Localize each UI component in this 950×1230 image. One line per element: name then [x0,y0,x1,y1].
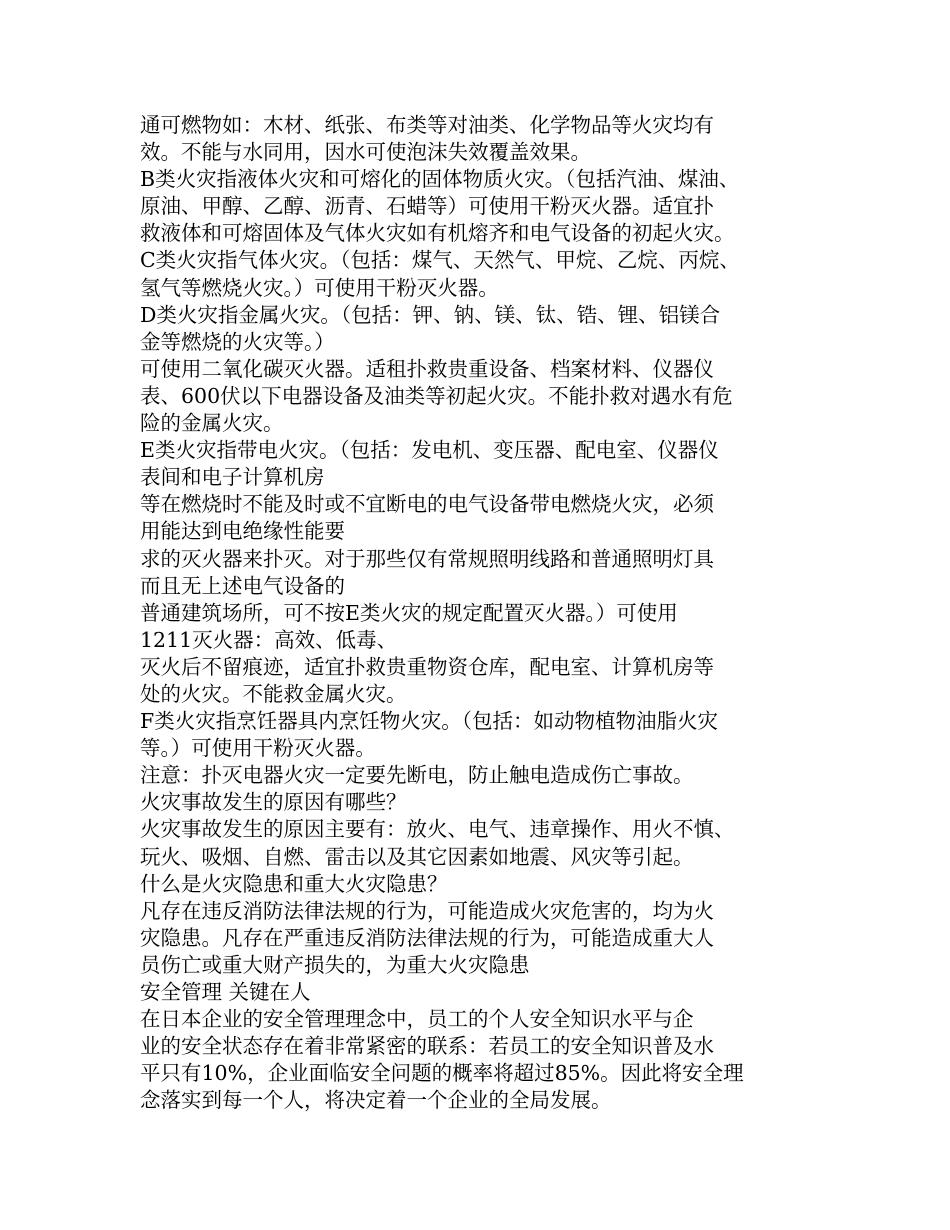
text-line: 效。不能与水同用，因水可使泡沫失效覆盖效果。 [140,140,591,165]
text-line: 原油、甲醇、乙醇、沥青、石蜡等）可使用干粉灭火器。适宜扑 [140,194,714,219]
text-line: 而且无上述电气设备的 [140,573,345,598]
section-heading: 安全管理 关键在人 [140,980,311,1004]
text-line: 表间和电子计算机房 [140,465,325,490]
text-line: F类火灾指烹饪器具内烹饪物火灾。（包括：如动物植物油脂火灾 [140,709,718,734]
section-heading: 火灾事故发生的原因有哪些？ [140,790,407,815]
text-line: 平只有10%，企业面临安全问题的概率将超过85%。因此将安全理 [140,1061,744,1086]
text-line: 可使用二氧化碳灭火器。适租扑救贵重设备、档案材料、仪器仪 [140,356,714,381]
text-line: 险的金属火灾。 [140,411,284,436]
section-heading: 什么是火灾隐患和重大火灾隐患？ [140,871,448,896]
text-line: 业的安全状态存在着非常紧密的联系：若员工的安全知识普及水 [140,1034,714,1059]
text-line: 用能达到电绝缘性能要 [140,519,345,544]
text-line: 处的火灾。不能救金属火灾。 [140,681,407,706]
text-line: 等。）可使用干粉灭火器。 [140,736,376,761]
text-line: 1211灭火器：高效、低毒、 [140,627,398,652]
text-line: 员伤亡或重大财产损失的，为重大火灾隐患 [140,952,530,977]
text-line: E类火灾指带电火灾。（包括：发电机、变压器、配电室、仪器仪 [140,438,719,463]
text-line: 普通建筑场所，可不按E类火灾的规定配置灭火器。）可使用 [140,600,678,625]
document-body-text [140,112,840,1114]
text-line: D类火灾指金属火灾。（包括：钾、钠、镁、钛、锆、锂、铝镁合 [140,302,721,327]
text-line: 等在燃烧时不能及时或不宜断电的电气设备带电燃烧火灾，必须 [140,492,714,517]
text-line: 金等燃烧的火灾等。） [140,329,335,354]
text-line: 灾隐患。凡存在严重违反消防法律法规的行为，可能造成重大人 [140,925,714,950]
text-line: 玩火、吸烟、自燃、雷击以及其它因素如地震、风灾等引起。 [140,844,694,869]
text-line: 在日本企业的安全管理理念中，员工的个人安全知识水平与企 [140,1007,694,1032]
text-line: 救液体和可熔固体及气体火灾如有机熔齐和电气设备的初起火灾。 [140,221,735,246]
text-line: 灭火后不留痕迹，适宜扑救贵重物资仓库，配电室、计算机房等 [140,654,714,679]
text-line: 表、600伏以下电器设备及油类等初起火灾。不能扑救对遇水有危 [140,383,733,408]
text-line: 注意：扑灭电器火灾一定要先断电，防止触电造成伤亡事故。 [140,763,694,788]
text-line: 念落实到每一个人，将决定着一个企业的全局发展。 [140,1088,612,1113]
text-line: 求的灭火器来扑灭。对于那些仅有常规照明线路和普通照明灯具 [140,546,714,571]
text-line: B类火灾指液体火灾和可熔化的固体物质火灾。（包括汽油、煤油、 [140,167,740,192]
text-line: 通可燃物如：木材、纸张、布类等对油类、化学物品等火灾均有 [140,113,714,137]
text-line: 火灾事故发生的原因主要有：放火、电气、违章操作、用火不慎、 [140,817,735,842]
text-line: C类火灾指气体火灾。（包括：煤气、天然气、甲烷、乙烷、丙烷、 [140,248,740,273]
text-line: 凡存在违反消防法律法规的行为，可能造成火灾危害的，均为火 [140,898,714,923]
text-line: 氢气等燃烧火灾。）可使用干粉灭火器。 [140,275,499,300]
